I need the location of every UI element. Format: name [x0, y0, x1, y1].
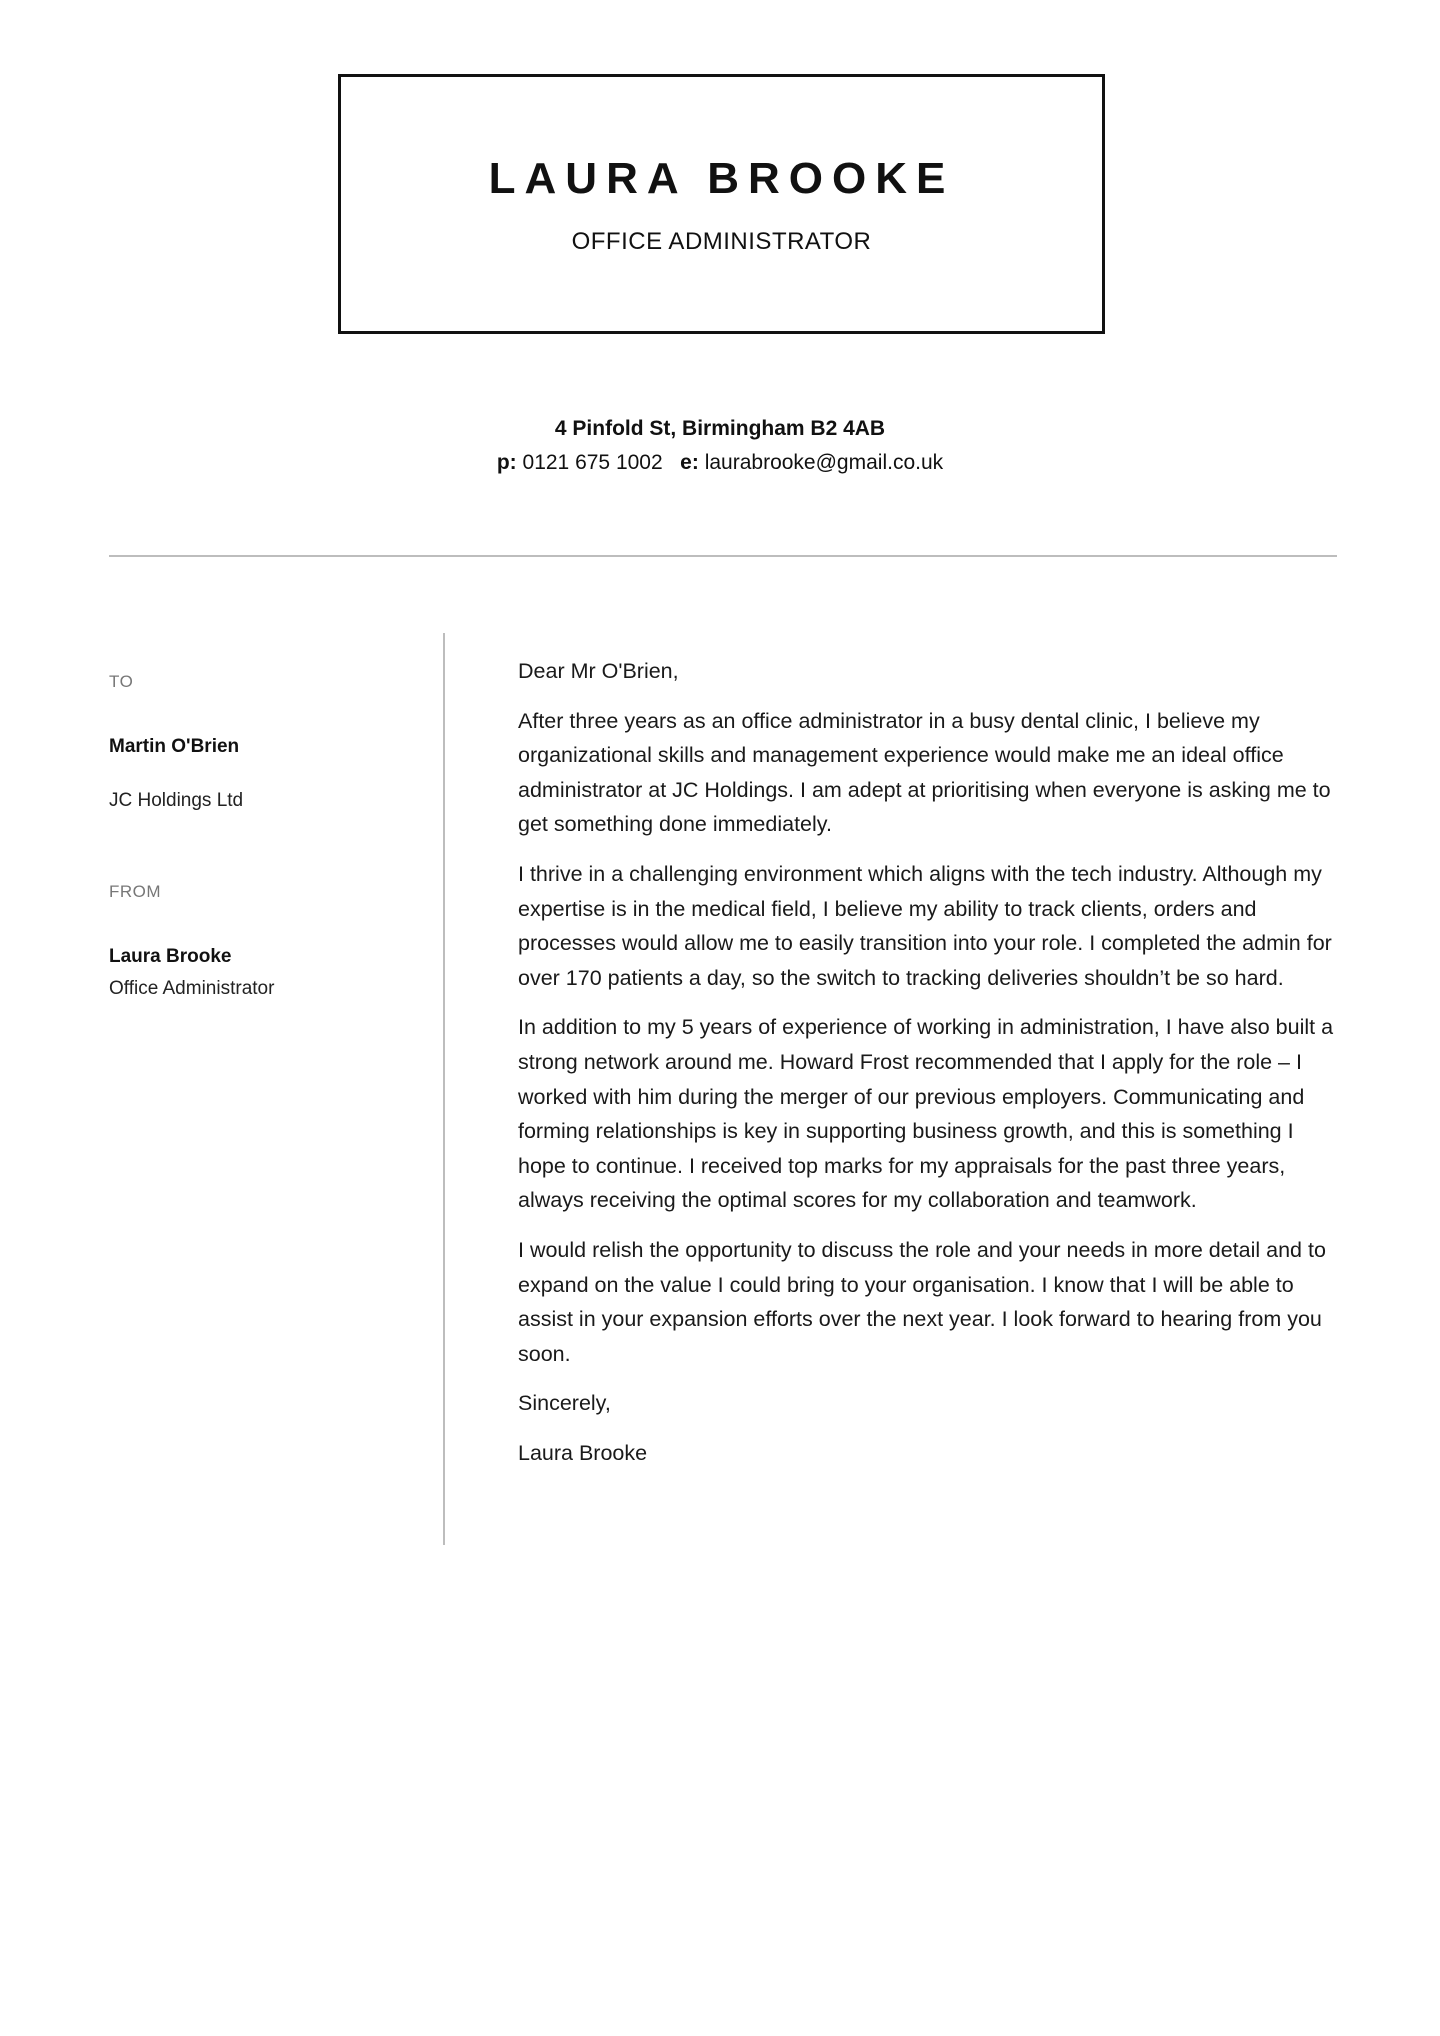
phone-number: 0121 675 1002	[522, 451, 663, 474]
letter-paragraph: After three years as an office administrator in a busy dental clinic, I believe my organizational skills and management experience would make me an ideal office administrator at JC Holdings. I am adept at prioritising when everyone is asking me to get something done immediately.	[518, 708, 1331, 837]
name-header-box	[338, 74, 1105, 334]
applicant-name: LAURA BROOKE	[488, 154, 955, 203]
header-divider	[109, 555, 1337, 557]
letter-greeting: Dear Mr O'Brien,	[518, 659, 679, 683]
letter-body	[518, 654, 1340, 1485]
email-address: laurabrooke@gmail.co.uk	[704, 451, 944, 474]
phone-label: p:	[496, 451, 517, 474]
sender-title: Office Administrator	[109, 978, 275, 999]
letter-paragraph: In addition to my 5 years of experience of working in administration, I have also built a strong network around me. Howard Frost recommended that I apply for the role – I worked with him during the merger of our previous employers. Communicating and forming relationships is key in supporting business growth, and this is something I hope to continue. I received top marks for my appraisals for the past three years, always receiving the optimal scores for my collaboration and teamwork.	[518, 1015, 1334, 1213]
from-label: FROM	[109, 882, 162, 901]
recipient-name: Martin O'Brien	[109, 736, 240, 757]
contact-line	[0, 446, 1440, 480]
letter-signature: Laura Brooke	[518, 1440, 648, 1465]
contact-block	[0, 412, 1440, 480]
letter-closing: Sincerely,	[518, 1391, 611, 1416]
letter-paragraph: I would relish the opportunity to discuss the role and your needs in more detail and to expand on the value I could bring to your organisation. I know that I will be able to assist in your expansion efforts over the next year. I look forward to hearing from you soon.	[518, 1237, 1326, 1366]
recipient-company: JC Holdings Ltd	[109, 790, 244, 811]
contact-address: 4 Pinfold St, Birmingham B2 4AB	[554, 417, 886, 440]
sender-name: Laura Brooke	[109, 946, 232, 967]
letter-paragraph: I thrive in a challenging environment which aligns with the tech industry. Although my expertise is in the medical field, I believe my ability to track clients, orders and processes would allow me to easily transition into your role. I completed the admin for over 170 patients a day, so the switch to tracking deliveries shouldn’t be so hard.	[518, 861, 1332, 990]
to-label: TO	[109, 672, 134, 691]
applicant-title: OFFICE ADMINISTRATOR	[571, 228, 872, 255]
email-label: e:	[680, 451, 699, 474]
column-divider	[443, 633, 445, 1545]
